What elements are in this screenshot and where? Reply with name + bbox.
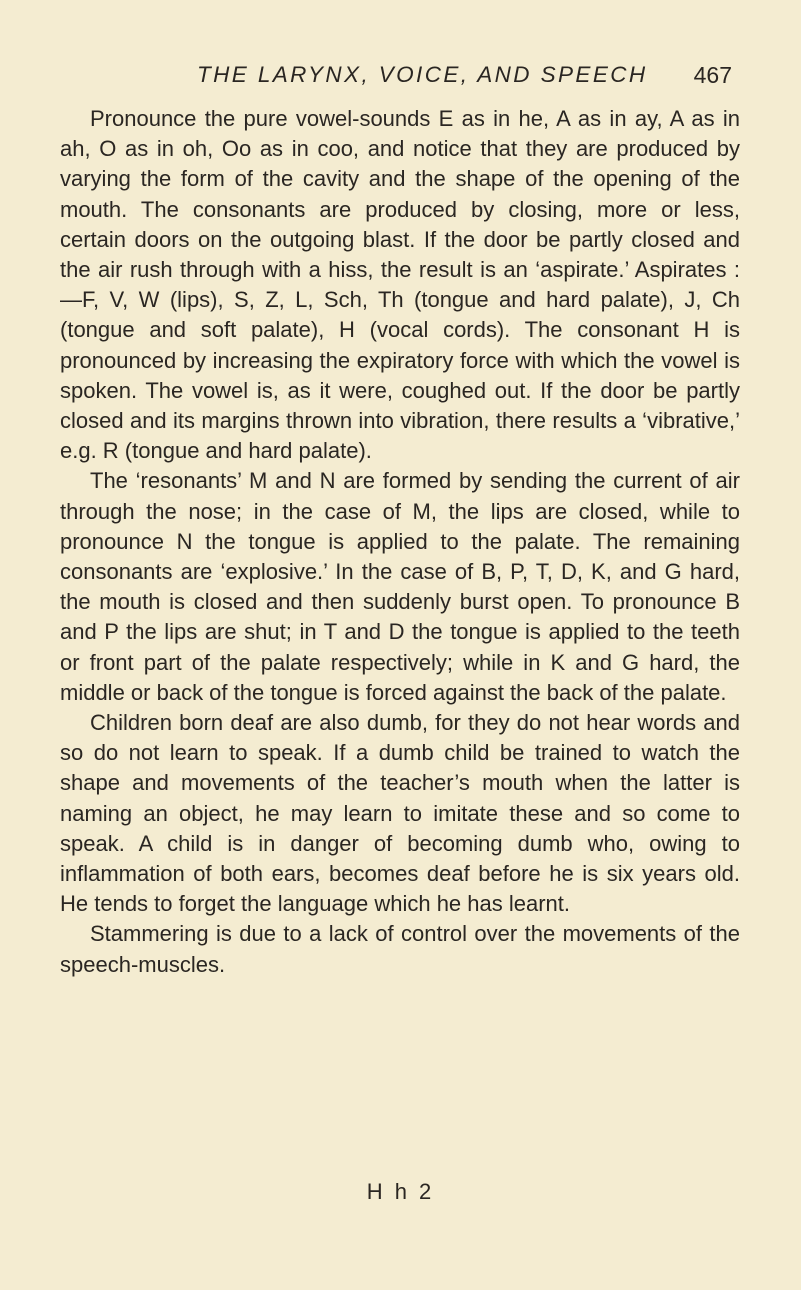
paragraph-stammering: Stammering is due to a lack of control over the movements of the speech-muscles. bbox=[60, 921, 740, 977]
paragraph-deaf-dumb: Children born deaf are also dumb, for they do not hear words and so do not learn to speak. If a dumb child be trained to watch the shape and movements of the teacher’s mouth when the latter is naming an object, he may learn to imitate these and so come to speak. A child is in danger of becoming dumb who, owing to inflammation of both ears, becomes deaf before he is six years old. He tends to forget the language which he has learnt. bbox=[60, 710, 740, 917]
signature-mark: H h 2 bbox=[366, 1179, 435, 1204]
page-number: 467 bbox=[693, 62, 732, 88]
book-page bbox=[60, 60, 740, 980]
running-title: THE LARYNX, VOICE, AND SPEECH bbox=[197, 62, 648, 87]
body-text bbox=[60, 104, 740, 980]
paragraph-vowels-consonants: Pronounce the pure vowel-sounds E as in he, A as in ay, A as in ah, O as in oh, Oo as in coo, and notice that they are produced by varying the form of the cavity and the shape of the opening of the mouth. The consonants are produced by closing, more or less, certain doors on the outgoing blast. If the door be partly closed and the air rush through with a hiss, the result is an ‘aspirate.’ Aspirates :—F, V, W (lips), S, Z, L, Sch, Th (tongue and hard palate), J, Ch (tongue and soft palate), H (vocal cords). The consonant H is pronounced by increasing the expiratory force with which the vowel is spoken. The vowel is, as it were, coughed out. If the door be partly closed and its margins thrown into vibration, there results a ‘vibrative,’ e.g. R (tongue and hard palate). bbox=[60, 106, 740, 464]
running-head bbox=[60, 60, 740, 92]
paragraph-resonants-explosives: The ‘resonants’ M and N are formed by sending the current of air through the nose; in the case of M, the lips are closed, while to pronounce N the tongue is applied to the palate. The remaining consonants are ‘explosive.’ In the case of B, P, T, D, K, and G hard, the mouth is closed and then suddenly burst open. To pronounce B and P the lips are shut; in T and D the tongue is applied to the teeth or front part of the palate respectively; while in K and G hard, the middle or back of the tongue is forced against the back of the palate. bbox=[60, 468, 740, 705]
